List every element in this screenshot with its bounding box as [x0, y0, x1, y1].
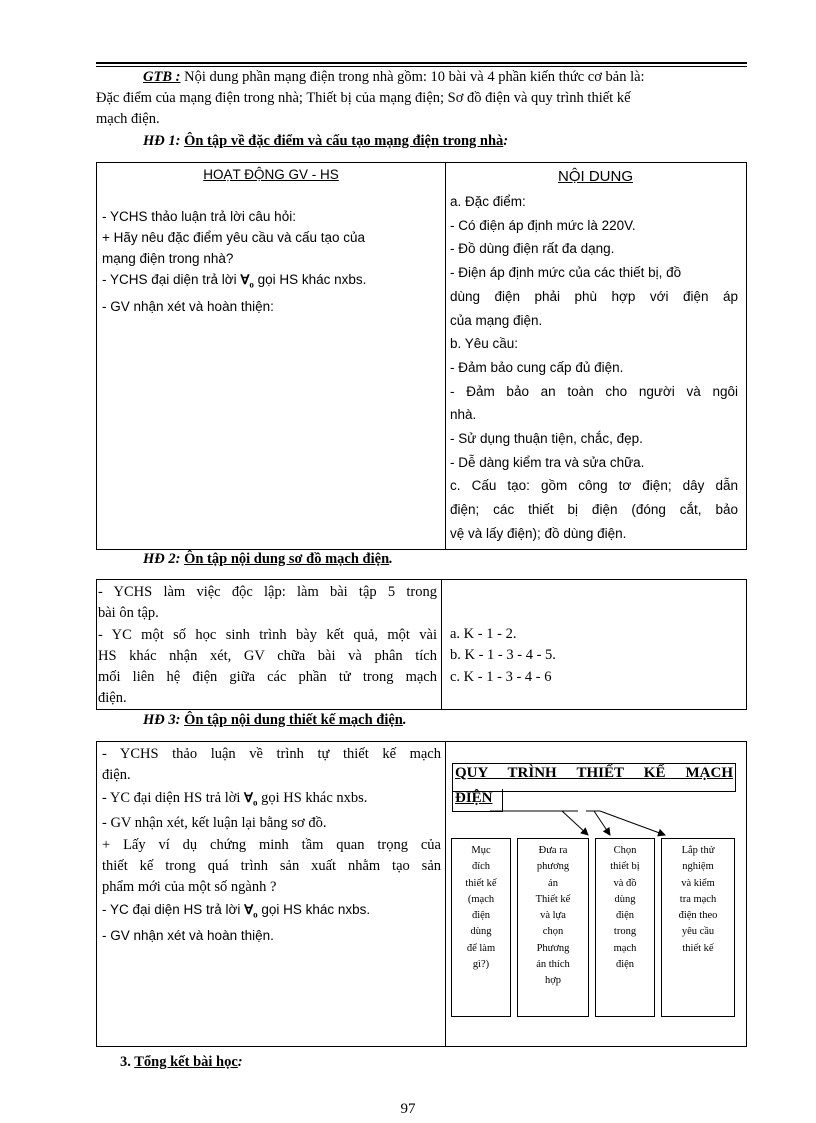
intro-line-2: Đặc điểm của mạng điện trong nhà; Thiết bị của mạng điện; Sơ đồ điện và quy trình thiết kế: [96, 90, 631, 106]
hd1-header-right: NỘI DUNG: [558, 168, 633, 185]
symbol-glyph: Ɐ$_o$: [244, 789, 258, 808]
hd3-title: Ôn tập nội dung thiết kế mạch điện: [184, 712, 403, 728]
hd2-left-content: - YCHS làm việc độc lập: làm bài tập 5 trong bài ôn tập. - YC một số học sinh trình bày kết quả, một vài HS khác nhận xét, GV chữa bài và phân tích mối liên hệ điện giữa các phần tử trong mạch điện.: [98, 584, 437, 707]
diagram-step-4: Lắp thử nghiệm và kiểm tra mạch điện theo yêu cầu thiết kế: [661, 838, 735, 1017]
intro-line-3: mạch điện.: [96, 111, 160, 127]
intro-label: GTB :: [143, 69, 181, 85]
top-rule: [96, 62, 747, 64]
diagram-step-1: Mục đích thiết kế (mạch điện dùng để làm gì?): [451, 838, 511, 1017]
summary-number: 3.: [120, 1054, 131, 1070]
diagram-title-line-1: QUY TRÌNH THIẾT KẾ MẠCH: [455, 765, 733, 781]
hd2-right-content: a. K - 1 - 2. b. K - 1 - 3 - 4 - 5. c. K - 1 - 3 - 4 - 6: [450, 626, 556, 685]
arrow-3: [600, 811, 665, 835]
hd1-divider: [445, 162, 446, 549]
hd3-left-content: - YCHS thảo luận về trình tự thiết kế mạch điện. - YC đại diện HS trả lời Ɐ$_o$ gọi HS khác nxbs. - GV nhận xét, kết luận lại bằng sơ đồ. + Lấy ví dụ chứng minh tầm quan trọng của thiết kế trong quá trình sản xuất nhằm tạo sản phẩm mới của một số ngành ? - YC đại diện HS trả lời Ɐ$_o$ gọi HS khác nxbs. - GV nhận xét và hoàn thiện.: [102, 746, 441, 944]
intro-line-1: Nội dung phần mạng điện trong nhà gồm: 10 bài và 4 phần kiến thức cơ bản là:: [184, 69, 645, 85]
summary-title: Tổng kết bài học: [134, 1054, 238, 1070]
symbol-glyph: Ɐ$_o$: [240, 272, 254, 290]
hd1-right-content: a. Đặc điểm: - Có điện áp định mức là 220V. - Đồ dùng điện rất đa dạng. - Điện áp định mức của các thiết bị, đồ dùng điện phải phù hợp với điện áp của mạng điện. b. Yêu cầu: - Đảm bảo cung cấp đủ điện. - Đảm bảo an toàn cho người và ngôi nhà. - Sử dụng thuận tiện, chắc, đẹp. - Dễ dàng kiểm tra và sửa chữa. c. Cấu tạo: gồm công tơ điện; dây dẫn điện; các thiết bị điện (đóng cắt, bảo vệ và lấy điện); đồ dùng điện.: [450, 194, 738, 541]
diagram-step-2: Đưa ra phương án Thiết kế và lựa chọn Phương án thích hợp: [517, 838, 589, 1017]
hd2-title: Ôn tập nội dung sơ đồ mạch điện: [184, 551, 390, 567]
hd1-left-content: - YCHS thảo luận trả lời câu hỏi: + Hãy nêu đặc điểm yêu cầu và cấu tạo của mạng điện trong nhà? - YCHS đại diện trả lời Ɐ$_o$ gọi HS khác nxbs. - GV nhận xét và hoàn thiện:: [102, 209, 367, 314]
hd1-heading: HĐ 1: Ôn tập về đặc điểm và cấu tạo mạng điện trong nhà:: [143, 133, 509, 149]
symbol-glyph: Ɐ$_o$: [244, 901, 258, 920]
hd2-label: HĐ 2: [143, 551, 176, 567]
hd1-title: Ôn tập về đặc điểm và cấu tạo mạng điện trong nhà: [184, 133, 504, 149]
hd1-header-left: HOẠT ĐỘNG GV - HS: [203, 167, 339, 182]
hd1-label: HĐ 1: [143, 133, 176, 149]
arrow-1: [562, 811, 588, 835]
diagram-title-line-2: ĐIỆN: [455, 790, 493, 806]
hd2-divider: [441, 579, 442, 709]
summary-heading: 3. Tổng kết bài học:: [120, 1054, 243, 1070]
hd3-heading: HĐ 3: Ôn tập nội dung thiết kế mạch điện.: [143, 712, 407, 728]
intro-paragraph: [96, 67, 747, 130]
hd3-divider: [445, 741, 446, 1046]
diagram-step-3: Chọn thiết bị và đồ dùng điện trong mạch điện: [595, 838, 655, 1017]
page-number: 97: [400, 1101, 416, 1117]
hd2-heading: HĐ 2: Ôn tập nội dung sơ đồ mạch điện.: [143, 551, 393, 567]
arrow-2: [594, 811, 610, 835]
hd3-label: HĐ 3: [143, 712, 176, 728]
